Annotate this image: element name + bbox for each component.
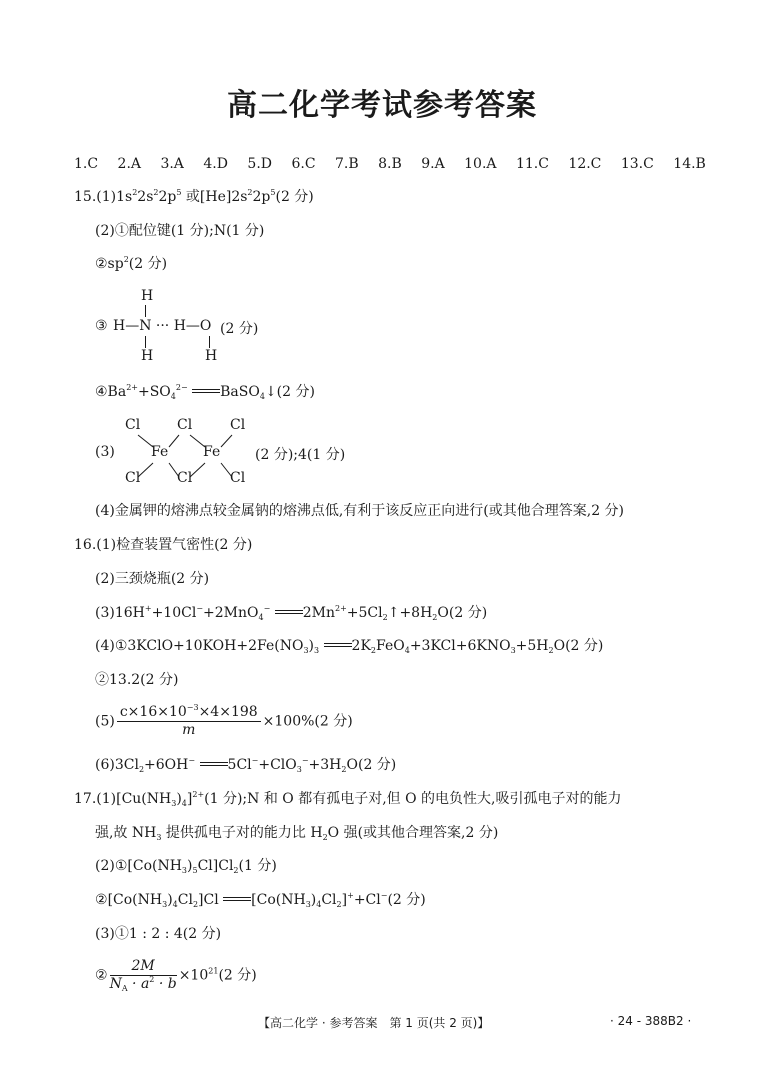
q17-part3-2: ② $\frac{2M}{N_A \cdot a^2 \cdot b}$ $\times 10^{21}(2$ 分): [95, 958, 257, 993]
mc-answer: 1.C: [74, 156, 99, 172]
q15-part2-4: $④Ba^{2+}+SO_4^{2-}$ BaSO$_4$↓(2 分): [95, 383, 315, 401]
q16-part4-1: $(4)①3KClO+10KOH+2Fe(NO_3)_3$ $2K_2FeO_4+3KCl+6KNO_3+5H_2O(2$ 分): [95, 638, 604, 655]
mc-answer: 13.C: [620, 156, 654, 172]
mc-answer: 2.A: [117, 156, 141, 172]
mc-answer: 8.B: [378, 156, 402, 172]
q15-part1: $15.(1)1s^22s^22p^5$ 或$[He]2s^22p^5(2$ 分): [74, 188, 314, 205]
q15-part4: (4)金属钾的熔沸点较金属钠的熔沸点低,有利于该反应正向进行(或其他合理答案,2 分): [95, 503, 625, 519]
mc-answer: 9.A: [421, 156, 445, 172]
fe2cl6-structure: (3) Cl Cl Cl Fe Fe Cl Cl Cl (2 分);4(1 分): [95, 417, 346, 486]
q16-part1: 16.(1)检查装置气密性(2 分): [74, 537, 253, 553]
q17-part1a: $17.(1)[Cu(NH_3)_4]^{2+}(1$ 分);N 和 O 都有孤电子对,但 O 的电负性大,吸引孤电子对的能力: [74, 790, 622, 808]
fe2cl6-bonds: [95, 416, 275, 488]
q16-part5: (5) $\frac{c\times 16\times 10^{-3}\times 4\times 198}{m}$ ×100%(2 分): [95, 703, 353, 738]
footer-page-info: 【高二化学 · 参考答案 第 1 页(共 2 页)】: [258, 1016, 490, 1030]
q16-fraction: $\frac{c\times 16\times 10^{-3}\times 4\times 198}{m}$: [117, 704, 261, 739]
mc-answer: 12.C: [568, 156, 602, 172]
mc-answer: 6.C: [291, 156, 316, 172]
multiple-choice-answers: [74, 154, 721, 174]
mc-answer: 10.A: [464, 156, 497, 172]
q15-part2-2: $②sp^2(2$ 分): [95, 255, 168, 272]
mc-answer: 7.B: [335, 156, 359, 172]
q16-part3: (3)16H++10Cl−+2MnO$_4$− $2Mn^{2+}+5Cl_2↑+8H_2O(2$ 分): [95, 604, 488, 622]
mc-answer: 3.A: [160, 156, 184, 172]
mc-answer: 5.D: [247, 156, 273, 172]
footer-code: · 24 - 388B2 ·: [610, 1014, 692, 1028]
q17-part1b: 强,故 $NH_3$ 提供孤电子对的能力比 $H_2O$ 强(或其他合理答案,2 分): [95, 825, 499, 842]
q16-part6: $(6)3Cl_2+6OH^-$ $5Cl^-+ClO_3^-+3H_2O(2$ 分): [95, 756, 397, 774]
page-title: 高二化学考试参考答案: [227, 88, 537, 123]
q16-part2: (2)三颈烧瓶(2 分): [95, 571, 210, 587]
hydrogen-bond-structure: H ③ H—N ··· H—O H H (2 分): [95, 288, 259, 364]
mc-answer: 14.B: [673, 156, 706, 172]
q17-fraction: $\frac{2M}{N_A \cdot a^2 \cdot b}$: [109, 958, 177, 993]
mc-answer: 11.C: [515, 156, 549, 172]
q17-part2-2: $②[Co(NH_3)_4Cl_2]Cl$ $[Co(NH_3)_4Cl_2]^++Cl^-(2$ 分): [95, 891, 426, 909]
q16-part4-2: ②13.2(2 分): [95, 672, 179, 688]
q17-part3-1: (3)①1 : 2 : 4(2 分): [95, 926, 222, 942]
mc-answer: 4.D: [203, 156, 228, 172]
q15-part2-1: (2)①配位键(1 分);N(1 分): [95, 223, 265, 239]
q17-part2-1: $(2)①[Co(NH_3)_5Cl]Cl_2(1$ 分): [95, 858, 277, 875]
